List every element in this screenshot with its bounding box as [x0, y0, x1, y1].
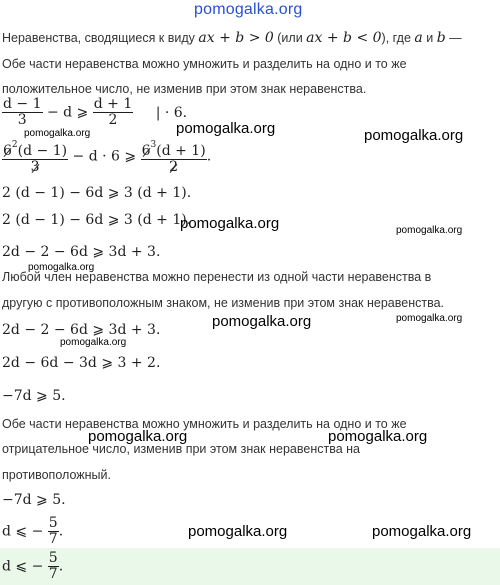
equation-3: 2 (d − 1) − 6d ⩾ 3 (d + 1).	[2, 185, 192, 201]
fraction-denominator	[2, 159, 68, 175]
watermark-top: pomogalka.org	[194, 1, 303, 18]
rule1-text-d: и	[426, 31, 434, 45]
fraction-denominator: 3	[2, 112, 43, 128]
fraction-numerator	[2, 138, 68, 159]
rule1-text-b: (или	[277, 31, 303, 45]
rule1-line2: Обе части неравенства можно умножить и разделить на одно и то же	[2, 57, 407, 71]
equation-2	[2, 138, 211, 175]
equation-11-left: d ⩽ −	[2, 558, 44, 575]
rule3-line2: отрицательное число, изменив при этом знак неравенства на	[2, 442, 360, 456]
rule1-text-e: —	[449, 31, 462, 45]
fraction-numerator: 5	[48, 550, 58, 566]
rule2-line1: Любой член неравенства можно перенести из одной части неравенства в	[2, 270, 432, 284]
fraction-left	[2, 138, 68, 175]
fraction-numerator: d − 1	[3, 96, 42, 112]
equation-6: 2d − 2 − 6d ⩾ 3d + 3.	[2, 322, 161, 338]
equation-10-left: d ⩽ −	[2, 523, 44, 540]
superscript: 2	[11, 140, 18, 150]
fraction-denominator	[141, 159, 207, 175]
numerator-text: (d + 1)	[156, 143, 206, 159]
equation-2-mid: − d · 6 ⩾	[72, 148, 137, 165]
equation-5: 2d − 2 − 6d ⩾ 3d + 3.	[2, 244, 161, 260]
equation-2-end: .	[206, 148, 212, 165]
fraction-left	[2, 97, 43, 128]
cancelled-six: 6	[141, 143, 151, 159]
rule1-line3: положительное число, не изменив при этом знак неравенства.	[2, 82, 367, 96]
watermark: pomogalka.org	[396, 225, 463, 236]
equation-9: −7d ⩾ 5.	[2, 492, 66, 508]
fraction-denominator: 7	[48, 531, 58, 547]
equation-8: −7d ⩾ 5.	[2, 388, 66, 404]
cancelled-six: 6	[3, 143, 12, 159]
rule1-line1	[2, 30, 462, 46]
math-a: a	[414, 30, 423, 46]
watermark: pomogalka.org	[176, 120, 276, 137]
numerator-text: (d − 1)	[17, 143, 68, 159]
watermark: pomogalka.org	[28, 262, 95, 273]
equation-7: 2d − 6d − 3d ⩾ 3 + 2.	[2, 355, 161, 371]
watermark: pomogalka.org	[328, 428, 428, 445]
math-b: b	[436, 30, 446, 46]
rule3-line3: противоположный.	[2, 468, 111, 482]
rule1-text-a: Неравенства, сводящиеся к виду	[2, 31, 195, 45]
equation-4: 2 (d − 1) − 6d ⩾ 3 (d + 1).	[2, 212, 192, 228]
watermark: pomogalka.org	[364, 127, 464, 144]
watermark: pomogalka.org	[188, 523, 288, 540]
answer-highlight	[0, 548, 500, 585]
fraction-denominator: 7	[48, 566, 58, 582]
watermark: pomogalka.org	[60, 337, 127, 348]
fraction-right	[141, 138, 207, 175]
equation-11-answer	[2, 551, 63, 582]
equation-10-end: .	[58, 523, 64, 540]
equation-1	[2, 97, 187, 128]
watermark: pomogalka.org	[180, 215, 280, 232]
fraction-numerator	[141, 138, 207, 159]
watermark: pomogalka.org	[396, 313, 463, 324]
math-ax-b-gt0: ax + b > 0	[198, 30, 274, 46]
fraction-denominator: 2	[93, 112, 134, 128]
fraction-right	[93, 97, 134, 128]
equation-11-end: .	[58, 558, 64, 575]
equation-10	[2, 516, 63, 547]
equation-1-multiplier: | · 6.	[155, 104, 188, 121]
fraction-numerator: d + 1	[93, 96, 133, 112]
fraction-numerator: 5	[48, 515, 58, 531]
math-ax-b-lt0: ax + b < 0	[306, 30, 382, 46]
superscript: 3	[150, 140, 157, 150]
rule3-line1: Обе части неравенства можно умножить и разделить на одно и то же	[2, 417, 407, 431]
rule2-line2: другую с противоположным знаком, не изменив при этом знак неравенства.	[2, 296, 444, 310]
equation-1-mid: − d ⩾	[46, 104, 89, 121]
rule1-text-c: ), где	[381, 31, 411, 45]
cancelled-denominator: 3	[30, 159, 40, 175]
watermark: pomogalka.org	[212, 313, 312, 330]
watermark: pomogalka.org	[88, 428, 188, 445]
fraction	[48, 551, 59, 582]
watermark: pomogalka.org	[24, 128, 91, 139]
fraction	[48, 516, 59, 547]
watermark: pomogalka.org	[372, 523, 472, 540]
cancelled-denominator: 2	[169, 159, 179, 175]
